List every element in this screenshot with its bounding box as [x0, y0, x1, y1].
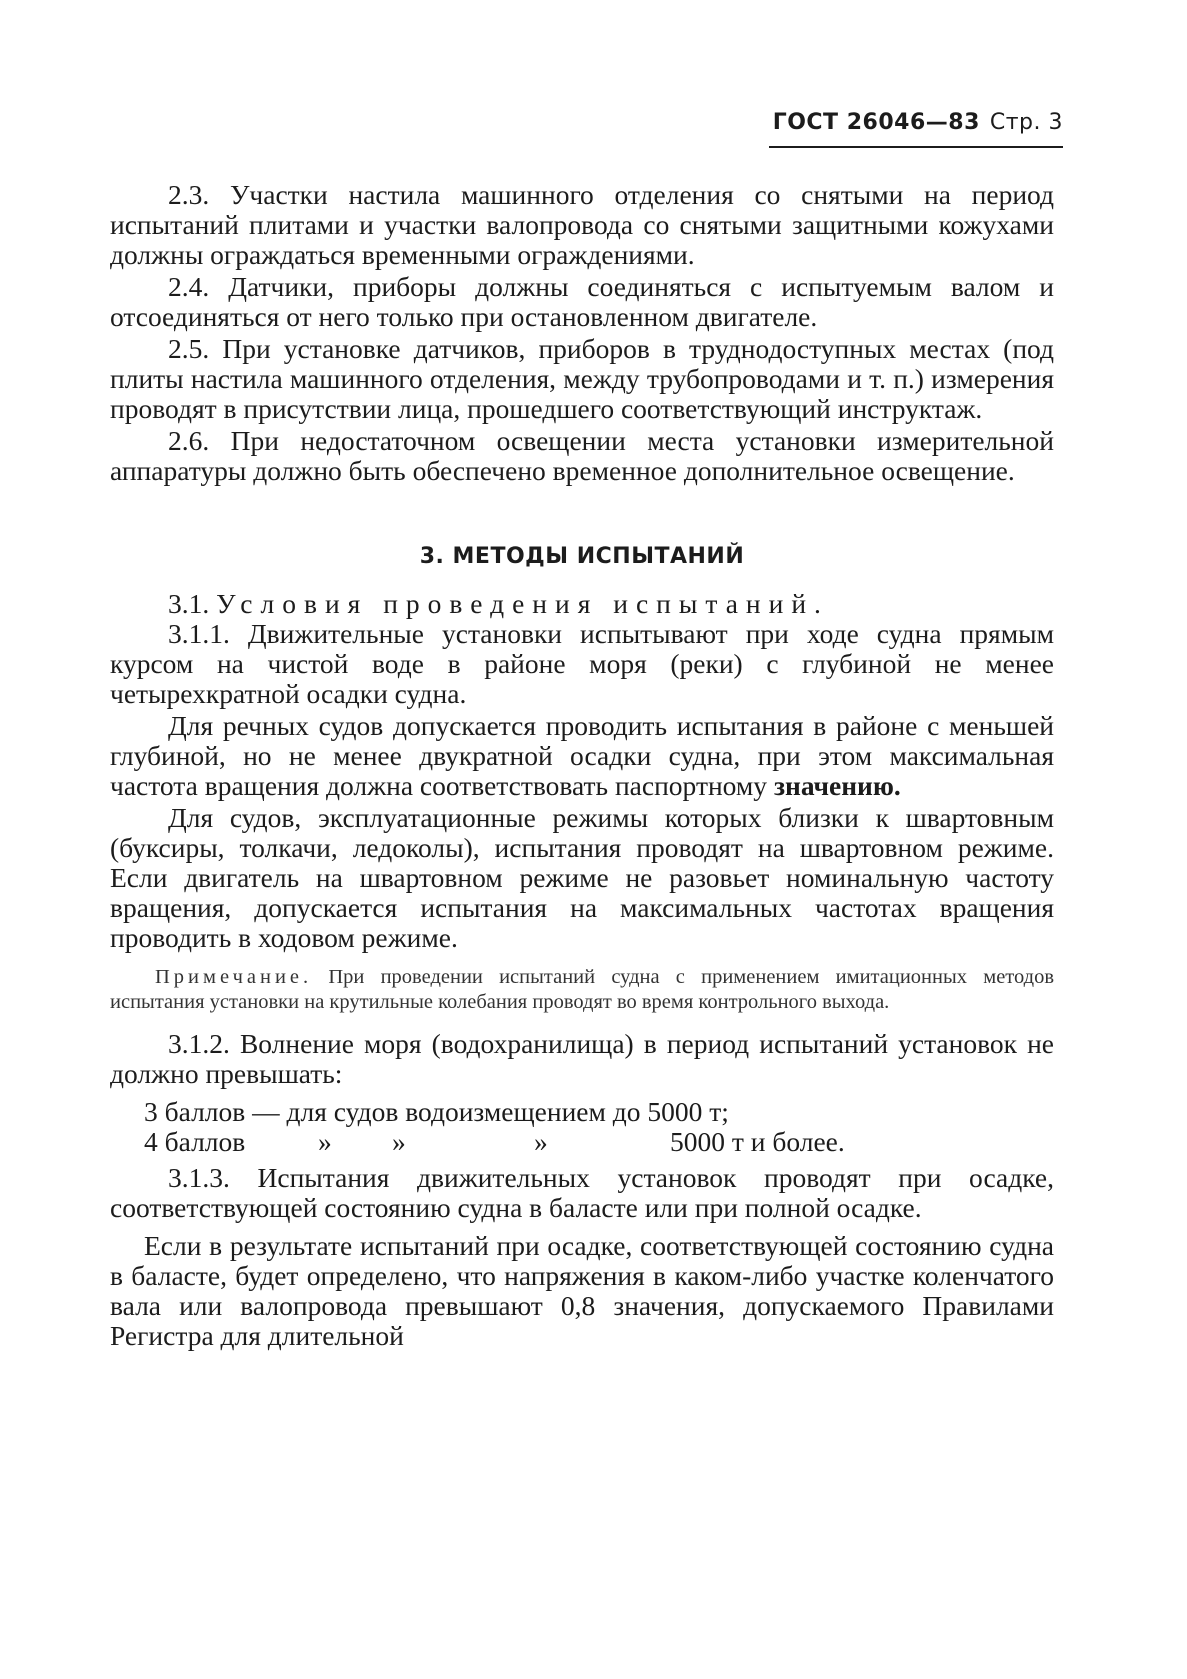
- note-label: Примечание.: [155, 966, 313, 988]
- paragraph-2-4: 2.4. Датчики, приборы должны соединяться с испытуемым валом и отсоединяться от него только при остановленном двигателе.: [110, 271, 1054, 332]
- paragraph-ballast: Если в результате испытаний при осадке, соответствующей состоянию судна в баласте, будет определено, что напряжения в каком-либо участке коленчатого вала или валопровода превышают 0,8 значения, допускаемого Правилами Регистра для длительной: [110, 1230, 1054, 1351]
- paragraph-3-1-2: 3.1.2. Волнение моря (водохранилища) в период испытаний установок не должно превышать:: [110, 1028, 1054, 1089]
- wave-row-2-label: 4 баллов: [144, 1126, 246, 1157]
- section-title: 3. МЕТОДЫ ИСПЫТАНИЙ: [419, 544, 745, 569]
- ditto-mark: »: [534, 1126, 548, 1157]
- paragraph-mooring: Для судов, эксплуатационные режимы которых близки к швартовным (буксиры, толкачи, ледоколы), испытания проводят на швартовном режиме. Если двигатель на швартовном режиме не разовьет номинальную частоту вращения, допускается испытания на максимальных частотах вращения проводить в ходовом режиме.: [110, 802, 1054, 953]
- page-number: Стр. 3: [989, 110, 1063, 135]
- note: [110, 965, 1054, 1015]
- ditto-mark: »: [318, 1126, 332, 1157]
- body-text: [110, 180, 1054, 1351]
- paragraph-river-end: значению.: [773, 770, 901, 801]
- paragraph-river-text: Для речных судов допускается проводить испытания в районе с меньшей глубиной, но не менее двукратной осадки судна, при этом максимальная частота вращения должна соответствовать паспортному: [110, 710, 1054, 801]
- paragraph-2-5: 2.5. При установке датчиков, приборов в труднодоступных местах (под плиты настила машинного отделения, между трубопроводами и т. п.) измерения проводят в присутствии лица, прошедшего соответствующий инструктаж.: [110, 333, 1054, 424]
- wave-row-2: [110, 1127, 1054, 1157]
- subsection-3-1: [110, 589, 1054, 619]
- ditto-mark: »: [392, 1126, 406, 1157]
- standard-number: ГОСТ 26046—83: [772, 110, 980, 135]
- paragraph-2-6: 2.6. При недостаточном освещении места установки измерительной аппаратуры должно быть обеспечено временное дополнительное освещение.: [110, 425, 1054, 486]
- subsection-title: Условия проведения испытаний.: [216, 588, 829, 619]
- paragraph-3-1-3: 3.1.3. Испытания движительных установок проводят при осадке, соответствующей состоянию судна в баласте или при полной осадке.: [110, 1162, 1054, 1223]
- subsection-number: 3.1.: [168, 588, 210, 619]
- paragraph-river-vessels: [110, 711, 1054, 801]
- paragraph-3-1-1: 3.1.1. Движительные установки испытывают при ходе судна прямым курсом на чистой воде в районе моря (реки) с глубиной не менее четырехкратной осадки судна.: [110, 618, 1054, 709]
- note-text: При проведении испытаний судна с применением имитационных методов испытания установки на крутильные колебания проводят во время контрольного выхода.: [110, 966, 1054, 1013]
- wave-row-1: [110, 1097, 1054, 1127]
- wave-row-1-text: 3 баллов — для судов водоизмещением до 5000 т;: [144, 1096, 729, 1127]
- paragraph-2-3: 2.3. Участки настила машинного отделения со снятыми на период испытаний плитами и участки валопровода со снятыми защитными кожухами должны ограждаться временными ограждениями.: [110, 179, 1054, 270]
- wave-row-2-value: 5000 т и более.: [670, 1126, 845, 1157]
- page-header: [769, 108, 1063, 148]
